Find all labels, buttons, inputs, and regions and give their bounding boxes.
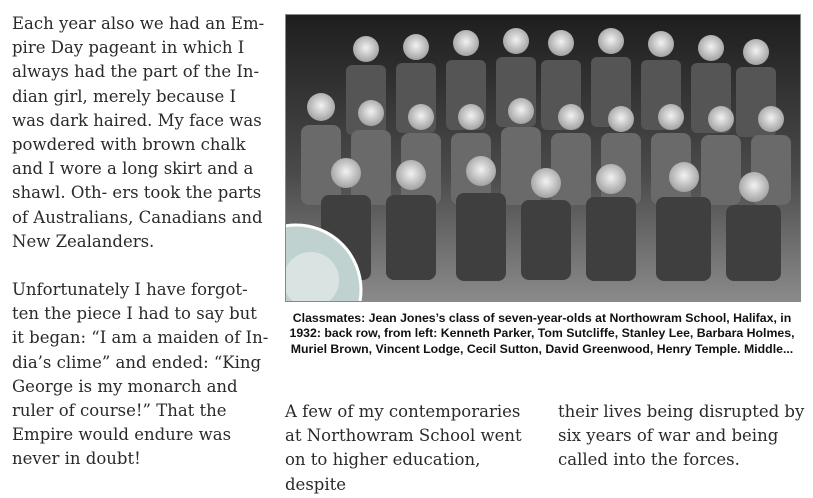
article-paragraph: Each year also we had an Em- pire Day pageant in which I always had the part of the In- dian girl, merely because I was dark haired. My face was powdered with brown chalk and I wore a long skirt and a shawl. Oth- ers took the parts of Australians, Canadians and New Zealanders. [12,14,265,251]
article-paragraph: their lives being disrupted by six years of war and being called into the forces. [558,402,805,470]
article-left-column [12,12,272,496]
article-paragraph: Unfortunately I have forgot- ten the piece I had to say but it began: “I am a maiden of In- dia’s clime” and ended: “King George is my monarch and ruler of course!” That the Empire would endure was never in doubt! [12,280,269,469]
class-photo [285,14,801,302]
photo-caption: Classmates: Jean Jones’s class of seven-year-olds at Northowram School, Halifax, in 1932: back row, from left: Kenneth Parker, Tom Sutcliffe, Stanley Lee, Barbara Holmes, Muriel Brown, Vincent Lodge, Cecil Sutton, David Greenwood, Henry Temple. Middle... [289,311,795,356]
article-middle-column [285,400,540,497]
article-right-column [558,400,808,473]
class-photo-image [286,15,800,301]
article-paragraph: A few of my contemporaries at Northowram School went on to higher education, despite [285,402,522,494]
